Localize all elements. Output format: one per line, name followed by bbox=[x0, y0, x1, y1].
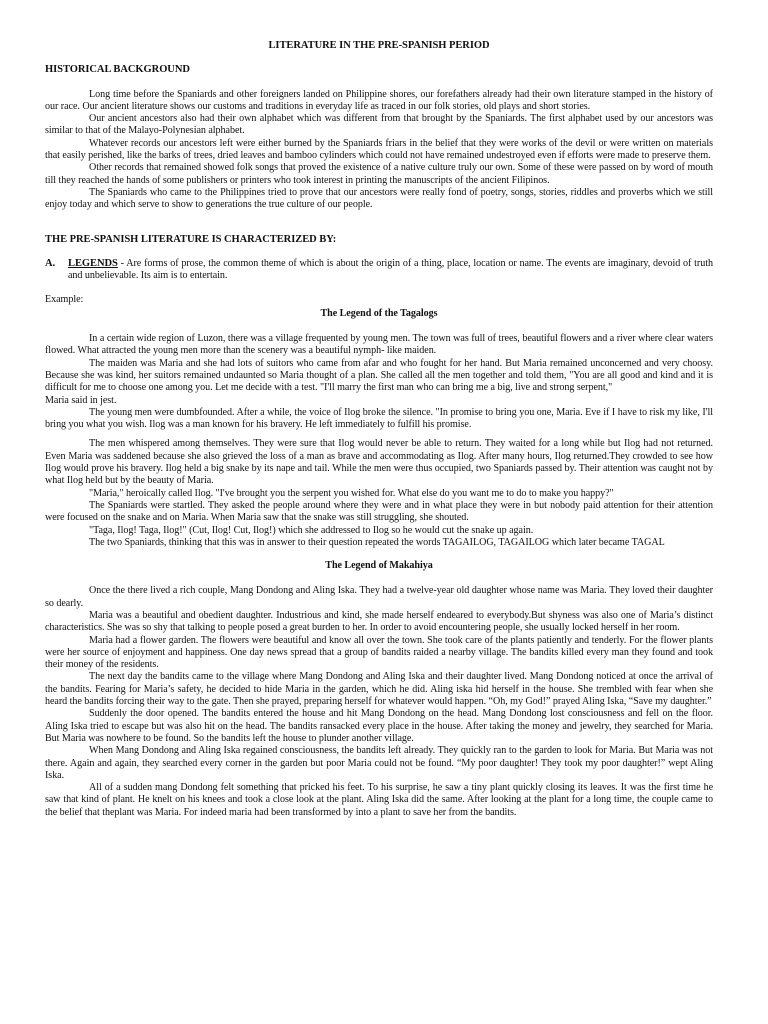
paragraph: "Maria," heroically called Ilog. "I've brought you the serpent you wished for. What else do you want me to do to make you happy?" bbox=[89, 487, 614, 499]
paragraph: Maria had a flower garden. The flowers were beautiful and know all over the town. She took care of the plants patiently and tenderly. For the flower plants were her source of enjoyment and happiness. One day news spread that a group of bandits raided a nearby village. The bandits killed every man they found and took their money of the residents. bbox=[45, 634, 713, 671]
example-label: Example: bbox=[45, 294, 84, 306]
paragraph: Maria said in jest. bbox=[45, 394, 117, 406]
paragraph: The maiden was Maria and she had lots of suitors who came from afar and who fought for her hand. But Maria remained unconcerned and very choosy. Because she was kind, her suitors remained undaunted so Maria thought of a plan. She called all the men together and told them, "You are all good and kind and it is difficult for me to choose one among you. Let me decide with a test. "I'll marry the first man who can bring me a big, live and strong serpent," bbox=[45, 357, 713, 394]
paragraph: Other records that remained showed folk songs that proved the existence of a native culture truly our own. Some of these were passed on by word of mouth till they reached the hands of some publishers or printers who took interest in printing the manuscripts of the ancient Filipinos. bbox=[45, 162, 713, 186]
document-title: LITERATURE IN THE PRE-SPANISH PERIOD bbox=[268, 40, 490, 51]
paragraph: Once the there lived a rich couple, Mang Dondong and Aling Iska. They had a twelve-year old daughter whose name was Maria. They loved their daughter so dearly. bbox=[45, 585, 713, 609]
paragraph: The men whispered among themselves. They were sure that Ilog would never be able to return. They waited for a long while but Ilog had not returned. Even Maria was saddened because she also grieved the loss of a man as brave and accommodating as Ilog. After many hours, Ilog returned.They crowded to see how Ilog would prove his bravery. Ilog held a big snake by its nape and tail. While the men were thus occupied, two Spaniards passed by. Their attention was caught not by what Ilog held but by the beauty of Maria. bbox=[45, 438, 713, 487]
paragraph: When Mang Dondong and Aling Iska regained consciousness, the bandits left already. They quickly ran to the garden to look for Maria. But Maria was not there. Again and again, they searched every corner in the garden but poor Maria could not be found. “My poor daughter! They took my poor daughter!” wept Aling Iska. bbox=[45, 745, 713, 781]
paragraph: Long time before the Spaniards and other foreigners landed on Philippine shores, our forefathers already had their own literature stamped in the history of our race. Our ancient literature shows our customs and traditions in everyday life as traced in our folk stories, old plays and short stories. bbox=[45, 88, 713, 112]
paragraph: "Taga, Ilog! Taga, Ilog!" (Cut, Ilog! Cut, Ilog!) which she addressed to Ilog so he would cut the snake up again. bbox=[89, 524, 534, 536]
paragraph: In a certain wide region of Luzon, there was a village frequented by young men. The town was full of trees, beautiful flowers and a river where clear waters flowed. What attracted the young men more than the scenery was a beautiful nymph- like maiden. bbox=[45, 333, 713, 357]
paragraph: Whatever records our ancestors left were either burned by the Spaniards friars in the belief that they were works of the devil or were written on materials that easily perished, like the barks of trees, dried leaves and bamboo cylinders which could not have remained undestroyed even if efforts were made to preserve them. bbox=[45, 137, 713, 162]
paragraph: The next day the bandits came to the village where Mang Dondong and Aling Iska and their daughter lived. Mang Dondong noticed at once the arrival of the bandits. Fearing for Maria’s safety, he decided to hide Maria in the garden, which he did. Aling iska hid herself in the house. She trembled with fear when she heard the bandits forcing their way to the gate. Then she prayed, preparing herself for whatever would happen. “Oh, my God!” prayed Aling Iska, “Save my daughter.” bbox=[45, 671, 713, 708]
legend-item bbox=[45, 258, 713, 283]
legend-definition bbox=[68, 258, 713, 283]
legend-text: - Are forms of prose, the common theme of which is about the origin of a thing, place, location or name. The events are imaginary, devoid of truth and unbelievable. Its aim is to entertain. bbox=[68, 257, 713, 282]
document-content bbox=[45, 40, 713, 819]
paragraph: The two Spaniards, thinking that this was in answer to their question repeated the words TAGAILOG, TAGAILOG which later became TAGAL bbox=[89, 536, 665, 548]
paragraph: Suddenly the door opened. The bandits entered the house and hit Mang Dondong on the head. Mang Dondong lost consciousness and fell on the floor. Aling Iska tried to escape but was also hit on the head. The bandits ransacked every place in the house. After taking the money and jewelry, they searched for Maria. But Maria was nowhere to be found. So the bandits left the house to plunder another village. bbox=[45, 708, 713, 744]
paragraph: Maria was a beautiful and obedient daughter. Industrious and kind, she made herself endeared to everybody.But shyness was also one of Maria’s distinct characteristics. She was so shy that talking to people posed a great burden to her. In order to avoid encountering people, she usually locked herself in her room. bbox=[45, 609, 713, 634]
legend-term: LEGENDS bbox=[68, 257, 118, 269]
paragraph: The Spaniards were startled. They asked the people around where they were and in what place they were in but nobody paid attention for their attention were focused on the snake and on Maria. When Maria saw that the snake was still struggling, she shouted. bbox=[45, 499, 713, 524]
list-marker: A. bbox=[45, 257, 56, 269]
paragraph: All of a sudden mang Dondong felt something that pricked his feet. To his surprise, he saw a tiny plant quickly closing its leaves. It was the first time he saw that kind of plant. He knelt on his knees and took a close look at the plant. Aling Iska did the same. After looking at the plant for a long time, the couple came to the belief that theplant was Maria. For indeed maria had been transformed by into a plant to save her from the bandits. bbox=[45, 782, 713, 818]
paragraph: Our ancient ancestors also had their own alphabet which was different from that brought by the Spaniards. The first alphabet used by our ancestors was similar to that of the Malayo-Polynesian alphabet. bbox=[45, 113, 713, 137]
characterized-heading: THE PRE-SPANISH LITERATURE IS CHARACTERIZED BY: bbox=[45, 233, 337, 245]
paragraph: The young men were dumbfounded. After a while, the voice of Ilog broke the silence. "In promise to bring you one, Maria. Eve if I have to risk my like, I'll bring you what you wish. Ilog was a man known for his bravery. He left immediately to fulfill his promise. bbox=[45, 406, 713, 431]
historical-heading: HISTORICAL BACKGROUND bbox=[45, 64, 190, 76]
story-title-tagalogs: The Legend of the Tagalogs bbox=[320, 307, 438, 319]
story-title-makahiya: The Legend of Makahiya bbox=[325, 560, 433, 572]
paragraph: The Spaniards who came to the Philippines tried to prove that our ancestors were really fond of poetry, songs, stories, riddles and proverbs which we still enjoy today and which serve to show to generations the true culture of our people. bbox=[45, 186, 713, 211]
